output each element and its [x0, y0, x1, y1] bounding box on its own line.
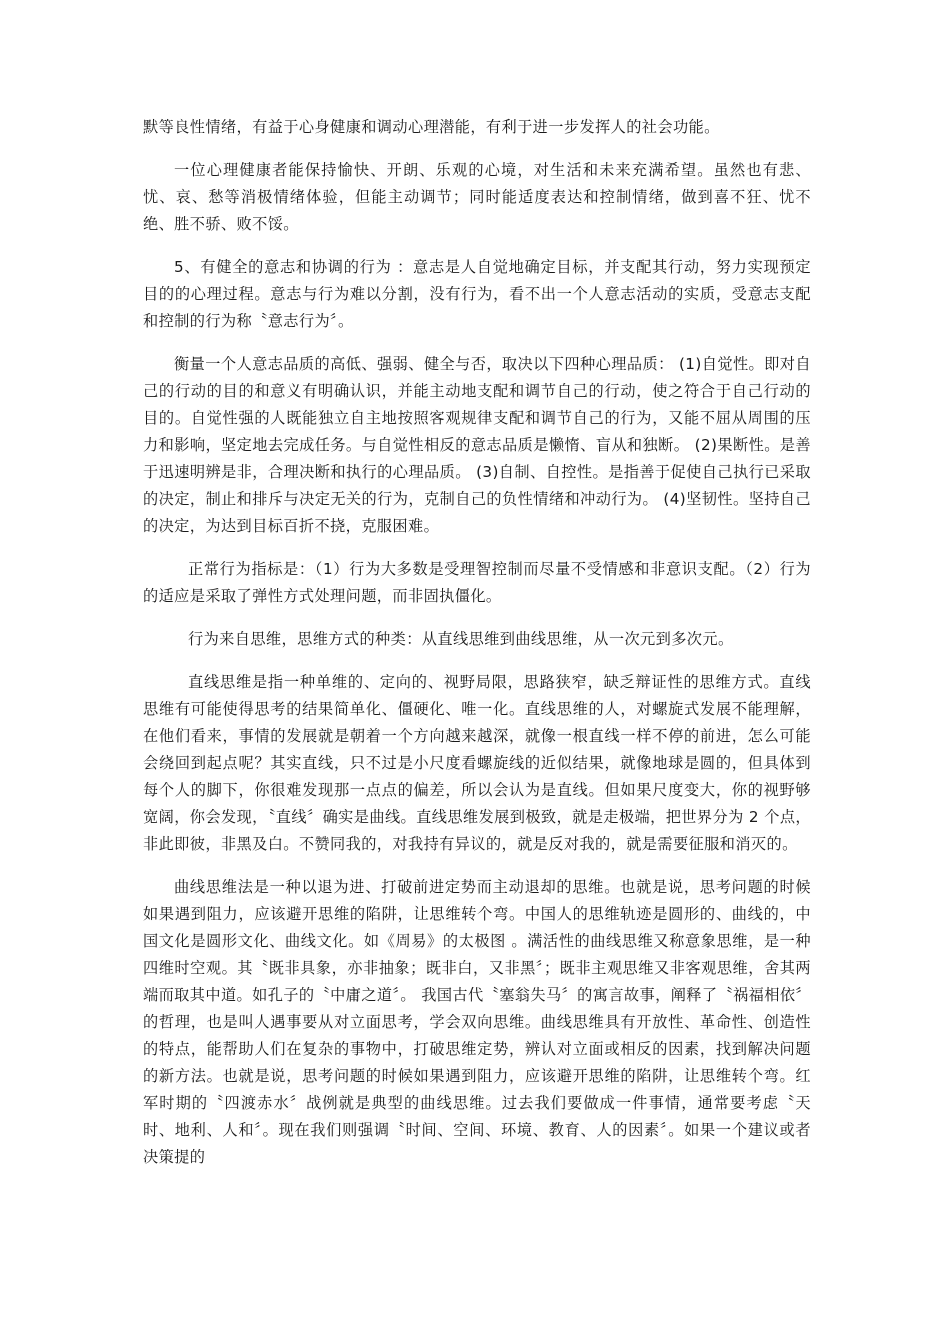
paragraph-will-and-behavior: 5、有健全的意志和协调的行为 ：意志是人自觉地确定目标，并支配其行动，努力实现预定目的的心理过程。意志与行为难以分割，没有行为，看不出一个人意志活动的实质，受意志支配和控制的行为称〝意志行为〞。 — [143, 258, 811, 330]
paragraph-will-qualities: 衡量一个人意志品质的高低、强弱、健全与否，取决以下四种心理品质： (1)自觉性。即对自己的行动的目的和意义有明确认识，并能主动地支配和调节自己的行动，使之符合于自己行动的目的。自觉性强的人既能独立自主地按照客观规律支配和调节自己的行为，又能不屈从周围的压力和影响，坚定地去完成任务。与自觉性相反的意志品质是懒惰、盲从和独断。 (2)果断性。是善于迅速明辨是非，合理决断和执行的心理品质。 (3)自制、自控性。是指善于促使自己执行已采取的决定，制止和排斥与决定无关的行为，克制自己的负性情绪和冲动行为。 (4)坚韧性。坚持自己的决定，为达到目标百折不挠，克服困难。 — [143, 355, 811, 535]
paragraph-curved-thinking: 曲线思维法是一种以退为进、打破前进定势而主动退却的思维。也就是说，思考问题的时候如果遇到阻力，应该避开思维的陷阱，让思维转个弯。中国人的思维轨迹是圆形的、曲线的，中国文化是圆形文化、曲线文化。如《周易》的太极图 。满活性的曲线思维又称意象思维，是一种四维时空观。其〝既非具象，亦非抽象；既非白，又非黑〞；既非主观思维又非客观思维，舍其两端而取其中道。如孔子的〝中庸之道〞。 我国古代〝塞翁失马〞的寓言故事，阐释了〝祸福相依〞的哲理，也是叫人遇事要从对立面思考，学会双向思维。曲线思维具有开放性、革命性、创造性的特点，能帮助人们在复杂的事物中，打破思维定势，辨认对立面或相反的因素，找到解决问题的新方法。也就是说，思考问题的时候如果遇到阻力，应该避开思维的陷阱，让思维转个弯。红军时期的〝四渡赤水〞战例就是典型的曲线思维。过去我们要做成一件事情，通常要考虑〝天时、地利、人和〞。现在我们则强调〝时间、空间、环境、教育、人的因素〞。如果一个建议或者决策提的 — [143, 878, 811, 1166]
paragraph-thinking-types: 行为来自思维，思维方式的种类：从直线思维到曲线思维，从一次元到多次元。 — [188, 630, 734, 648]
body-text — [143, 114, 811, 1187]
paragraph-mental-health-mood: 一位心理健康者能保持愉快、开朗、乐观的心境，对生活和未来充满希望。虽然也有悲、忧、哀、愁等消极情绪体验，但能主动调节；同时能适度表达和控制情绪，做到喜不狂、忧不绝、胜不骄、败不馁。 — [143, 161, 811, 233]
paragraph-normal-behavior: 正常行为指标是：（1）行为大多数是受理智控制而尽量不受情感和非意识支配。（2）行为的适应是采取了弹性方式处理问题，而非固执僵化。 — [143, 560, 811, 605]
paragraph-linear-thinking: 直线思维是指一种单维的、定向的、视野局限，思路狭窄，缺乏辩证性的思维方式。直线思维有可能使得思考的结果简单化、僵硬化、唯一化。直线思维的人，对螺旋式发展不能理解，在他们看来，事情的发展就是朝着一个方向越来越深，就像一根直线一样不停的前进，怎么可能会绕回到起点呢？其实直线，只不过是小尺度看螺旋线的近似结果，就像地球是圆的，但具体到每个人的脚下，你很难发现那一点点的偏差，所以会认为是直线。但如果尺度变大，你的视野够宽阔，你会发现，〝直线〞确实是曲线。直线思维发展到极致，就是走极端，把世界分为 2 个点，非此即彼，非黑及白。不赞同我的，对我持有异议的，就是反对我的，就是需要征服和消灭的。 — [143, 673, 811, 853]
paragraph-continuation: 默等良性情绪，有益于心身健康和调动心理潜能，有利于进一步发挥人的社会功能。 — [143, 118, 720, 136]
